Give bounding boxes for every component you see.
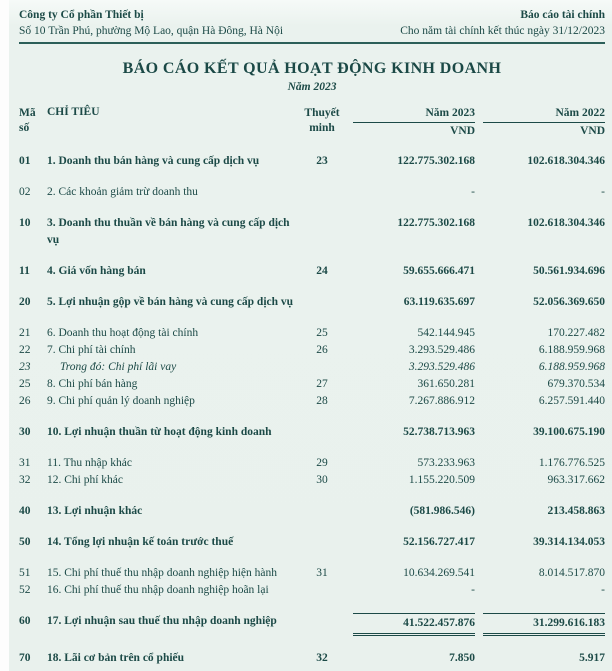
company-address: Số 10 Trần Phú, phường Mộ Lao, quận Hà Đông, Hà Nội bbox=[19, 25, 284, 37]
row-value-2023: 52.738.713.963 bbox=[403, 426, 475, 438]
row-value-2023: - bbox=[471, 186, 475, 198]
row-note-ref: 31 bbox=[316, 567, 328, 579]
row-value-2023: 41.522.457.876 bbox=[353, 613, 475, 636]
report-meta-block bbox=[400, 7, 605, 39]
row-value-2022: 39.314.134.053 bbox=[533, 536, 605, 548]
table-row bbox=[19, 424, 605, 441]
report-subtitle: Năm 2023 bbox=[287, 81, 337, 93]
row-value-2022: 31.299.616.183 bbox=[483, 613, 605, 636]
row-label: 7. Chi phí tài chính bbox=[47, 344, 136, 356]
table-row bbox=[19, 325, 605, 342]
row-label: 5. Lợi nhuận gộp về bán hàng và cung cấp dịch vụ bbox=[47, 296, 294, 308]
table-row bbox=[19, 342, 605, 359]
row-label: 14. Tổng lợi nhuận kế toán trước thuế bbox=[47, 536, 234, 548]
column-header-year-2022: Năm 2022 VND bbox=[483, 106, 605, 139]
row-code: 32 bbox=[19, 474, 31, 486]
fiscal-period: Cho năm tài chính kết thúc ngày 31/12/2023 bbox=[400, 25, 605, 37]
row-code: 50 bbox=[19, 536, 31, 548]
currency-label-2023: VND bbox=[450, 125, 475, 137]
row-value-2022: 5.917 bbox=[579, 652, 605, 664]
document-header bbox=[19, 7, 605, 39]
row-code: 70 bbox=[19, 652, 31, 664]
row-label: 9. Chi phí quản lý doanh nghiệp bbox=[47, 395, 195, 407]
table-row bbox=[19, 582, 605, 599]
table-row bbox=[19, 565, 605, 582]
row-value-2023: 361.650.281 bbox=[417, 378, 475, 390]
row-note-ref: 29 bbox=[316, 457, 328, 469]
table-row bbox=[19, 472, 605, 489]
row-code: 23 bbox=[19, 361, 31, 373]
row-code: 31 bbox=[19, 457, 31, 469]
row-code: 51 bbox=[19, 567, 31, 579]
row-code: 01 bbox=[19, 155, 31, 167]
row-value-2022: 6.257.591.440 bbox=[538, 395, 605, 407]
row-label: 16. Chi phí thuế thu nhập doanh nghiệp hoãn lại bbox=[47, 584, 269, 596]
row-note-ref: 32 bbox=[316, 652, 328, 664]
row-value-2022: 39.100.675.190 bbox=[533, 426, 605, 438]
row-label: 12. Chi phí khác bbox=[47, 474, 124, 486]
row-code: 26 bbox=[19, 395, 31, 407]
row-note-ref: 30 bbox=[316, 474, 328, 486]
row-value-2022: 213.458.863 bbox=[547, 505, 605, 517]
row-note-ref: 23 bbox=[316, 155, 328, 167]
table-row bbox=[19, 359, 605, 376]
row-code: 30 bbox=[19, 426, 31, 438]
row-note-ref: 24 bbox=[316, 265, 328, 277]
row-value-2022: 102.618.304.346 bbox=[527, 155, 605, 167]
row-value-2022: 50.561.934.696 bbox=[533, 265, 605, 277]
row-label: 8. Chi phí bán hàng bbox=[47, 378, 138, 390]
row-note-ref: 26 bbox=[316, 344, 328, 356]
row-value-2023: 10.634.269.541 bbox=[403, 567, 475, 579]
row-code: 02 bbox=[19, 186, 31, 198]
row-value-2023: - bbox=[471, 584, 475, 596]
row-label: 11. Thu nhập khác bbox=[47, 457, 132, 469]
column-header-item: CHỈ TIÊU bbox=[47, 106, 100, 118]
report-type: Báo cáo tài chính bbox=[520, 9, 605, 21]
row-value-2022: 102.618.304.346 bbox=[527, 217, 605, 229]
row-value-2022: 963.317.662 bbox=[547, 474, 605, 486]
currency-label-2022: VND bbox=[580, 125, 605, 137]
table-row bbox=[19, 376, 605, 393]
row-code: 21 bbox=[19, 327, 31, 339]
report-title: BÁO CÁO KẾT QUẢ HOẠT ĐỘNG KINH DOANH bbox=[122, 60, 502, 77]
row-label: Trong đó: Chi phí lãi vay bbox=[60, 361, 177, 373]
row-value-2023: 59.655.666.471 bbox=[403, 265, 475, 277]
table-row bbox=[19, 184, 605, 201]
table-row bbox=[19, 455, 605, 472]
row-label: 3. Doanh thu thuần về bán hàng và cung cấp dịch vụ bbox=[47, 217, 290, 246]
row-value-2023: 3.293.529.486 bbox=[408, 361, 475, 373]
column-header-note: Thuyết minh bbox=[304, 107, 340, 134]
row-note-ref: 28 bbox=[316, 395, 328, 407]
table-row bbox=[19, 215, 605, 249]
table-row bbox=[19, 393, 605, 410]
row-label: 17. Lợi nhuận sau thuế thu nhập doanh nghiệp bbox=[47, 615, 277, 627]
row-value-2023: (581.986.546) bbox=[409, 505, 475, 517]
column-header-code: Mã số bbox=[19, 107, 36, 134]
table-row bbox=[19, 153, 605, 170]
row-value-2022: 679.370.534 bbox=[547, 378, 605, 390]
row-note-ref: 25 bbox=[316, 327, 328, 339]
row-label: 2. Các khoản giảm trừ doanh thu bbox=[47, 186, 198, 198]
row-label: 1. Doanh thu bán hàng và cung cấp dịch vụ bbox=[47, 155, 260, 167]
row-value-2022: 52.056.369.650 bbox=[533, 296, 605, 308]
row-value-2023: 122.775.302.168 bbox=[397, 155, 475, 167]
table-row bbox=[19, 503, 605, 520]
row-label: 4. Giá vốn hàng bán bbox=[47, 265, 146, 277]
row-label: 13. Lợi nhuận khác bbox=[47, 505, 143, 517]
row-note-ref: 27 bbox=[316, 378, 328, 390]
company-block bbox=[19, 7, 283, 39]
row-value-2023: 1.155.220.509 bbox=[408, 474, 475, 486]
row-value-2022: - bbox=[601, 186, 605, 198]
row-code: 52 bbox=[19, 584, 31, 596]
row-value-2023: 573.233.963 bbox=[417, 457, 475, 469]
row-code: 22 bbox=[19, 344, 31, 356]
row-code: 10 bbox=[19, 217, 31, 229]
row-code: 25 bbox=[19, 378, 31, 390]
row-label: 6. Doanh thu hoạt động tài chính bbox=[47, 327, 199, 339]
row-value-2023: 3.293.529.486 bbox=[408, 344, 475, 356]
row-value-2022: - bbox=[601, 584, 605, 596]
row-value-2022: 6.188.959.968 bbox=[538, 344, 605, 356]
table-header-row bbox=[19, 106, 605, 139]
company-name: Công ty Cổ phần Thiết bị bbox=[19, 9, 144, 21]
table-row bbox=[19, 613, 605, 636]
row-code: 60 bbox=[19, 615, 31, 627]
table-row bbox=[19, 534, 605, 551]
header-divider bbox=[19, 42, 605, 44]
row-value-2022: 170.227.482 bbox=[547, 327, 605, 339]
row-value-2022: 6.188.959.968 bbox=[538, 361, 605, 373]
row-code: 11 bbox=[19, 265, 30, 277]
table-row bbox=[19, 263, 605, 280]
table-row bbox=[19, 650, 605, 667]
income-statement-table bbox=[19, 106, 605, 667]
row-label: 10. Lợi nhuận thuần từ hoạt động kinh doanh bbox=[47, 426, 272, 438]
table-body bbox=[19, 153, 605, 667]
row-value-2023: 63.119.635.697 bbox=[403, 296, 475, 308]
row-value-2022: 1.176.776.525 bbox=[538, 457, 605, 469]
row-code: 20 bbox=[19, 296, 31, 308]
row-label: 18. Lãi cơ bản trên cổ phiếu bbox=[47, 652, 185, 664]
column-header-year-2023: Năm 2023 VND bbox=[353, 106, 475, 139]
row-value-2023: 122.775.302.168 bbox=[397, 217, 475, 229]
row-value-2023: 7.267.886.912 bbox=[408, 395, 475, 407]
row-code: 40 bbox=[19, 505, 31, 517]
row-value-2022: 8.014.517.870 bbox=[538, 567, 605, 579]
row-value-2023: 542.144.945 bbox=[417, 327, 475, 339]
row-label: 15. Chi phí thuế thu nhập doanh nghiệp hiện hành bbox=[47, 567, 277, 579]
row-value-2023: 52.156.727.417 bbox=[403, 536, 475, 548]
table-row bbox=[19, 294, 605, 311]
row-value-2023: 7.850 bbox=[449, 652, 475, 664]
